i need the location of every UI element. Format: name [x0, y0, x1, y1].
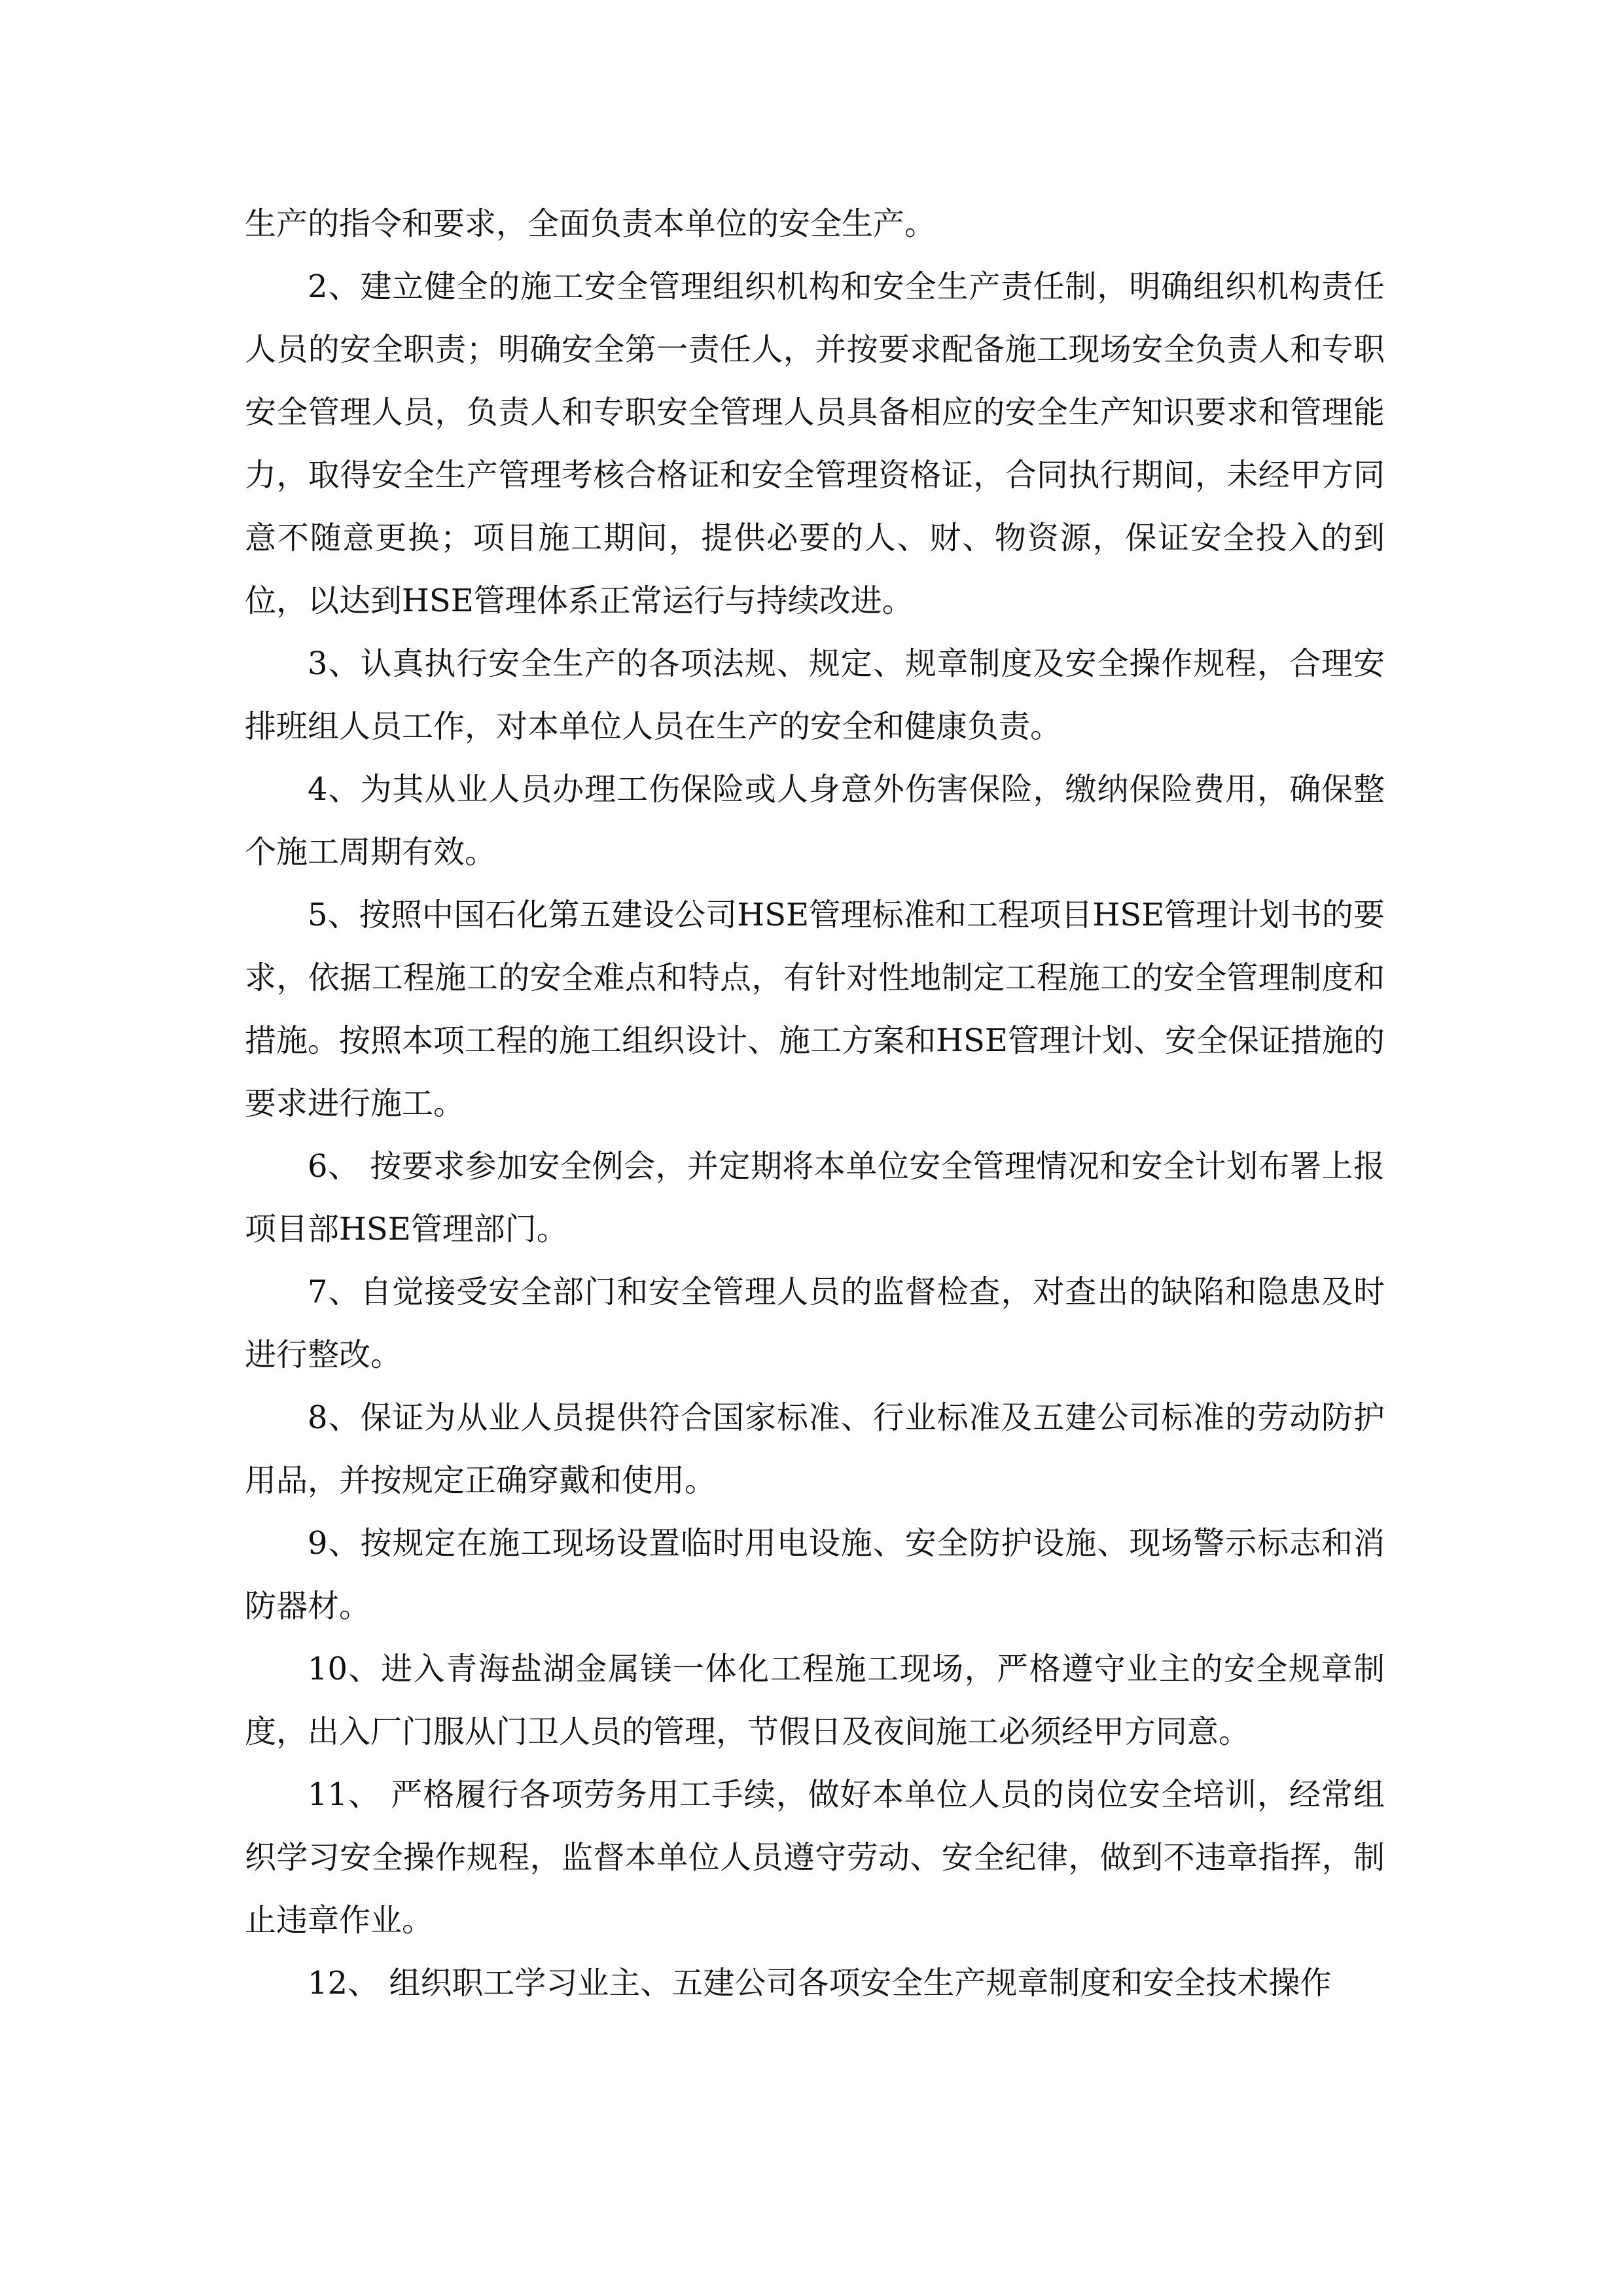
paragraph-item-8: 8、保证为从业人员提供符合国家标准、行业标准及五建公司标准的劳动防护用品，并按规定正确穿戴和使用。 — [245, 1399, 1385, 1499]
paragraph-item-2: 2、建立健全的施工安全管理组织机构和安全生产责任制，明确组织机构责任人员的安全职责；明确安全第一责任人，并按要求配备施工现场安全负责人和专职安全管理人员，负责人和专职安全管理人员具备相应的安全生产知识要求和管理能力，取得安全生产管理考核合格证和安全管理资格证，合同执行期间，未经甲方同意不随意更换；项目施工期间，提供必要的人、财、物资源，保证安全投入的到位，以达到HSE管理体系正常运行与持续改进。 — [245, 268, 1385, 619]
paragraph-item-5: 5、按照中国石化第五建设公司HSE管理标准和工程项目HSE管理计划书的要求，依据工程施工的安全难点和特点，有针对性地制定工程施工的安全管理制度和措施。按照本项工程的施工组织设计、施工方案和HSE管理计划、安全保证措施的要求进行施工。 — [245, 897, 1385, 1122]
paragraph-item-7: 7、自觉接受安全部门和安全管理人员的监督检查，对查出的缺陷和隐患及时进行整改。 — [245, 1274, 1385, 1373]
paragraph-continuation: 生产的指令和要求，全面负责本单位的安全生产。 — [245, 206, 936, 242]
paragraph-item-6: 6、 按要求参加安全例会，并定期将本单位安全管理情况和安全计划布署上报项目部HSE管理部门。 — [245, 1148, 1385, 1247]
paragraph-item-10: 10、进入青海盐湖金属镁一体化工程施工现场，严格遵守业主的安全规章制度，出入厂门服从门卫人员的管理，节假日及夜间施工必须经甲方同意。 — [245, 1651, 1385, 1750]
document-body — [245, 192, 1385, 2015]
paragraph-item-4: 4、为其从业人员办理工伤保险或人身意外伤害保险，缴纳保险费用，确保整个施工周期有效。 — [245, 771, 1385, 870]
paragraph-item-12: 12、 组织职工学习业主、五建公司各项安全生产规章制度和安全技术操作 — [308, 1965, 1332, 2001]
paragraph-item-9: 9、按规定在施工现场设置临时用电设施、安全防护设施、现场警示标志和消防器材。 — [245, 1525, 1385, 1624]
paragraph-item-11: 11、 严格履行各项劳务用工手续，做好本单位人员的岗位安全培训，经常组织学习安全操作规程，监督本单位人员遵守劳动、安全纪律，做到不违章指挥，制止违章作业。 — [245, 1776, 1385, 1939]
paragraph-item-3: 3、认真执行安全生产的各项法规、规定、规章制度及安全操作规程，合理安排班组人员工作，对本单位人员在生产的安全和健康负责。 — [245, 645, 1385, 745]
